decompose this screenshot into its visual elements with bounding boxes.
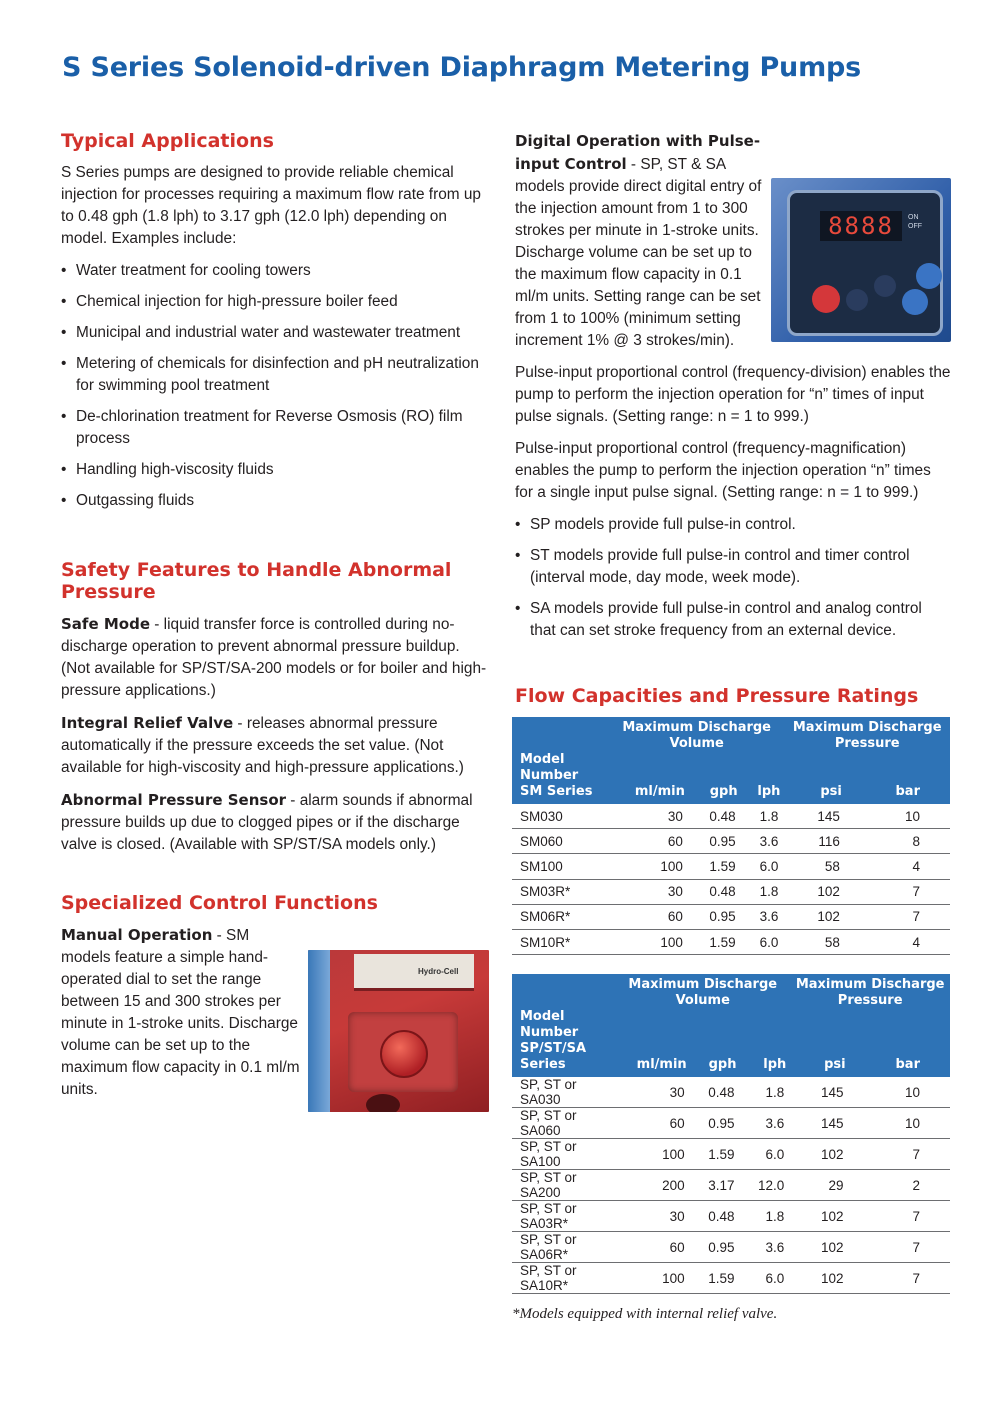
manual-operation-block (61, 924, 489, 1101)
list-item: • De-chlorination treatment for Reverse Osmosis (RO) film process (61, 406, 489, 450)
list-item: • Outgassing fluids (61, 490, 489, 512)
cell-psi: 116 (784, 829, 845, 854)
manual-operation-text: - SM models feature a simple hand-operated dial to set the range between 15 and 300 strokes per minute in 1-stroke units. Discharge volume can be set up to the maximum flow capacity in 0.1 ml/m units. (61, 927, 300, 1098)
cell-gph: 0.95 (691, 1232, 741, 1263)
cell-gph: 0.95 (689, 829, 742, 854)
mode-button-icon (846, 289, 868, 311)
cell-mlmin: 60 (609, 829, 689, 854)
cell-psi: 102 (784, 904, 845, 929)
table-row (512, 1263, 950, 1294)
digital-panel-photo (771, 178, 951, 342)
flow-capacities-heading: Flow Capacities and Pressure Ratings (515, 685, 919, 707)
cell-lph: 6.0 (740, 1139, 790, 1170)
right-column (512, 130, 951, 1323)
gph-header: gph (691, 1009, 741, 1077)
bar-header: bar (850, 1009, 950, 1077)
safe-mode-text: - liquid transfer force is controlled during no-discharge operation to prevent abnormal pressure buildup. (Not available for SP/ST/SA-200 models or for boiler and high-pressure applications.) (61, 616, 487, 699)
cell-mlmin: 200 (615, 1170, 691, 1201)
sm-table-body (512, 804, 950, 955)
pressure-sensor-text: - alarm sounds if abnormal pressure builds up due to clogged pipes or if the discharge valve is closed. (Available with SP/ST/SA models only.) (61, 792, 473, 853)
cell-bar: 7 (846, 904, 950, 929)
panel-onoff-labels (908, 213, 922, 231)
digital-operation-block (515, 130, 951, 352)
cell-gph: 0.48 (689, 879, 742, 904)
cell-bar: 2 (850, 1170, 950, 1201)
table-row (512, 904, 950, 929)
cell-lph: 1.8 (740, 1077, 790, 1108)
cell-bar: 10 (850, 1108, 950, 1139)
cell-mlmin: 100 (615, 1263, 691, 1294)
cell-model: SP, ST or SA100 (512, 1139, 615, 1170)
typical-applications-heading: Typical Applications (61, 130, 274, 152)
cell-model: SM03R* (512, 879, 609, 904)
frequency-magnification-paragraph: Pulse-input proportional control (frequency-magnification) enables the pump to perform the injection operation “n” times for a single input pulse signal. (Setting range: n = 1 to 999.) (515, 440, 931, 501)
list-item: • Water treatment for cooling towers (61, 260, 489, 282)
cell-bar: 7 (850, 1201, 950, 1232)
safety-heading: Safety Features to Handle Abnormal Pressure (61, 559, 452, 603)
list-item: • Handling high-viscosity fluids (61, 459, 489, 481)
safe-mode-lead: Safe Mode (61, 615, 150, 633)
mlmin-header: ml/min (615, 1009, 691, 1077)
pump-brand-label: Hydro-Cell (418, 967, 459, 976)
cell-lph: 6.0 (740, 1263, 790, 1294)
cell-psi: 145 (790, 1077, 849, 1108)
cell-mlmin: 30 (609, 879, 689, 904)
cell-mlmin: 60 (615, 1232, 691, 1263)
panel-display: 8888 (820, 211, 902, 241)
cell-psi: 145 (790, 1108, 849, 1139)
psi-header: psi (784, 752, 845, 804)
cell-lph: 6.0 (742, 854, 785, 879)
relief-valve-footnote: *Models equipped with internal relief valve. (512, 1306, 778, 1323)
table-row (512, 829, 950, 854)
set-button-icon (874, 275, 896, 297)
cell-gph: 1.59 (691, 1139, 741, 1170)
lph-header: lph (740, 1009, 790, 1077)
cell-model: SM10R* (512, 929, 609, 954)
cell-psi: 58 (784, 929, 845, 954)
cell-gph: 1.59 (691, 1263, 741, 1294)
cell-model: SP, ST or SA030 (512, 1077, 615, 1108)
cell-gph: 3.17 (691, 1170, 741, 1201)
list-item: • Municipal and industrial water and wastewater treatment (61, 322, 489, 344)
frequency-division-paragraph: Pulse-input proportional control (frequency-division) enables the pump to perform the injection operation for “n” times of input pulse signals. (Setting range: n = 1 to 999.) (515, 364, 951, 425)
cell-bar: 7 (846, 879, 950, 904)
applications-list (61, 260, 489, 512)
cell-model: SP, ST or SA060 (512, 1108, 615, 1139)
cell-lph: 3.6 (740, 1232, 790, 1263)
cell-mlmin: 100 (609, 929, 689, 954)
cell-lph: 1.8 (742, 879, 785, 904)
cell-psi: 145 (784, 804, 845, 829)
list-item: • SP models provide full pulse-in control. (515, 514, 951, 536)
list-item: • Chemical injection for high-pressure boiler feed (61, 291, 489, 313)
typical-applications-intro: S Series pumps are designed to provide reliable chemical injection for processes requiring a maximum flow rate from up to 0.48 gph (1.8 lph) to 3.17 gph (12.0 lph) depending on model. Examples include: (61, 164, 481, 247)
cell-gph: 0.95 (691, 1108, 741, 1139)
cell-gph: 0.48 (691, 1077, 741, 1108)
model-column-header: Model Number SM Series (512, 752, 609, 804)
cell-bar: 7 (850, 1139, 950, 1170)
table-row (512, 1139, 950, 1170)
cell-mlmin: 60 (609, 904, 689, 929)
pressure-sensor-lead: Abnormal Pressure Sensor (61, 791, 287, 809)
gph-header: gph (689, 752, 742, 804)
cell-gph: 0.48 (691, 1201, 741, 1232)
cell-model: SM06R* (512, 904, 609, 929)
table-row (512, 879, 950, 904)
cell-psi: 102 (790, 1263, 849, 1294)
digital-operation-lead: Digital Operation with Pulse-input Control (515, 132, 761, 173)
mlmin-header: ml/min (609, 752, 689, 804)
cell-psi: 102 (790, 1201, 849, 1232)
list-item: • SA models provide full pulse-in control and analog control that can set stroke frequency from an external device. (515, 598, 951, 642)
digital-operation-text: - SP, ST & SA models provide direct digital entry of the injection amount from 1 to 300 strokes per minute in 1-stroke units. Discharge volume can be set up to the maximum flow capacity in 0.1 ml/m units. Setting range can be set from 1 to 100% (minimum setting increment 1% @ 3 strokes/min). (515, 156, 762, 349)
cell-psi: 102 (784, 879, 845, 904)
cell-bar: 10 (850, 1077, 950, 1108)
cell-model: SP, ST or SA200 (512, 1170, 615, 1201)
page-title: S Series Solenoid-driven Diaphragm Metering Pumps (62, 52, 862, 83)
cell-psi: 58 (784, 854, 845, 879)
cell-model: SP, ST or SA06R* (512, 1232, 615, 1263)
cell-model: SM060 (512, 829, 609, 854)
pressure-sensor-paragraph (61, 789, 489, 856)
cell-psi: 29 (790, 1170, 849, 1201)
sp-series-label: SP/ST/SA Series (520, 1041, 587, 1073)
panel-off-label: OFF (908, 223, 922, 230)
cell-lph: 3.6 (742, 829, 785, 854)
panel-on-label: ON (908, 214, 919, 221)
cell-gph: 0.95 (689, 904, 742, 929)
cell-lph: 3.6 (742, 904, 785, 929)
cell-model: SP, ST or SA03R* (512, 1201, 615, 1232)
psi-header: psi (790, 1009, 849, 1077)
cell-lph: 1.8 (742, 804, 785, 829)
cell-gph: 1.59 (689, 854, 742, 879)
pressure-header: Maximum Discharge Pressure (790, 974, 950, 1009)
table-row (512, 1232, 950, 1263)
up-arrow-icon (916, 263, 942, 289)
table-row (512, 929, 950, 954)
cell-lph: 12.0 (740, 1170, 790, 1201)
cell-gph: 1.59 (689, 929, 742, 954)
relief-valve-text: - releases abnormal pressure automatically if the pressure exceeds the set value. (Not available for high-viscosity and high-pressure applications.) (61, 715, 464, 776)
table-row (512, 804, 950, 829)
relief-valve-lead: Integral Relief Valve (61, 714, 234, 732)
lph-header: lph (742, 752, 785, 804)
pressure-header: Maximum Discharge Pressure (784, 717, 950, 752)
table-row (512, 1108, 950, 1139)
sp-table-body (512, 1077, 950, 1294)
cell-bar: 4 (846, 854, 950, 879)
cell-psi: 102 (790, 1139, 849, 1170)
sm-series-label: SM Series (520, 784, 593, 799)
cell-bar: 7 (850, 1263, 950, 1294)
model-column-header: Model Number SP/ST/SA Series (512, 1009, 615, 1077)
cell-bar: 7 (850, 1232, 950, 1263)
cell-lph: 6.0 (742, 929, 785, 954)
table-row (512, 1201, 950, 1232)
left-column (61, 130, 489, 1118)
dial-icon (380, 1030, 428, 1078)
list-item: • Metering of chemicals for disinfection and pH neutralization for swimming pool treatment (61, 353, 489, 397)
table-row (512, 1170, 950, 1201)
cell-psi: 102 (790, 1232, 849, 1263)
cell-model: SM030 (512, 804, 609, 829)
stop-start-button-icon (812, 285, 840, 313)
cell-bar: 8 (846, 829, 950, 854)
cell-gph: 0.48 (689, 804, 742, 829)
cell-mlmin: 30 (615, 1201, 691, 1232)
sp-series-table (512, 974, 950, 1294)
cell-model: SM100 (512, 854, 609, 879)
safe-mode-paragraph (61, 613, 489, 702)
cell-mlmin: 60 (615, 1108, 691, 1139)
cell-mlmin: 30 (615, 1077, 691, 1108)
cell-bar: 4 (846, 929, 950, 954)
cell-lph: 3.6 (740, 1108, 790, 1139)
cell-mlmin: 100 (609, 854, 689, 879)
cell-mlmin: 30 (609, 804, 689, 829)
down-arrow-icon (902, 289, 928, 315)
relief-valve-paragraph (61, 712, 489, 779)
bar-header: bar (846, 752, 950, 804)
model-control-list (515, 514, 951, 642)
manual-operation-lead: Manual Operation (61, 926, 213, 944)
volume-header: Maximum Discharge Volume (609, 717, 784, 752)
cell-mlmin: 100 (615, 1139, 691, 1170)
cell-lph: 1.8 (740, 1201, 790, 1232)
cell-model: SP, ST or SA10R* (512, 1263, 615, 1294)
cell-bar: 10 (846, 804, 950, 829)
list-item: • ST models provide full pulse-in control and timer control (interval mode, day mode, week mode). (515, 545, 951, 589)
table-row (512, 1077, 950, 1108)
control-heading: Specialized Control Functions (61, 892, 378, 914)
sm-series-table (512, 717, 950, 955)
volume-header: Maximum Discharge Volume (615, 974, 790, 1009)
table-row (512, 854, 950, 879)
manual-pump-photo (308, 950, 489, 1112)
